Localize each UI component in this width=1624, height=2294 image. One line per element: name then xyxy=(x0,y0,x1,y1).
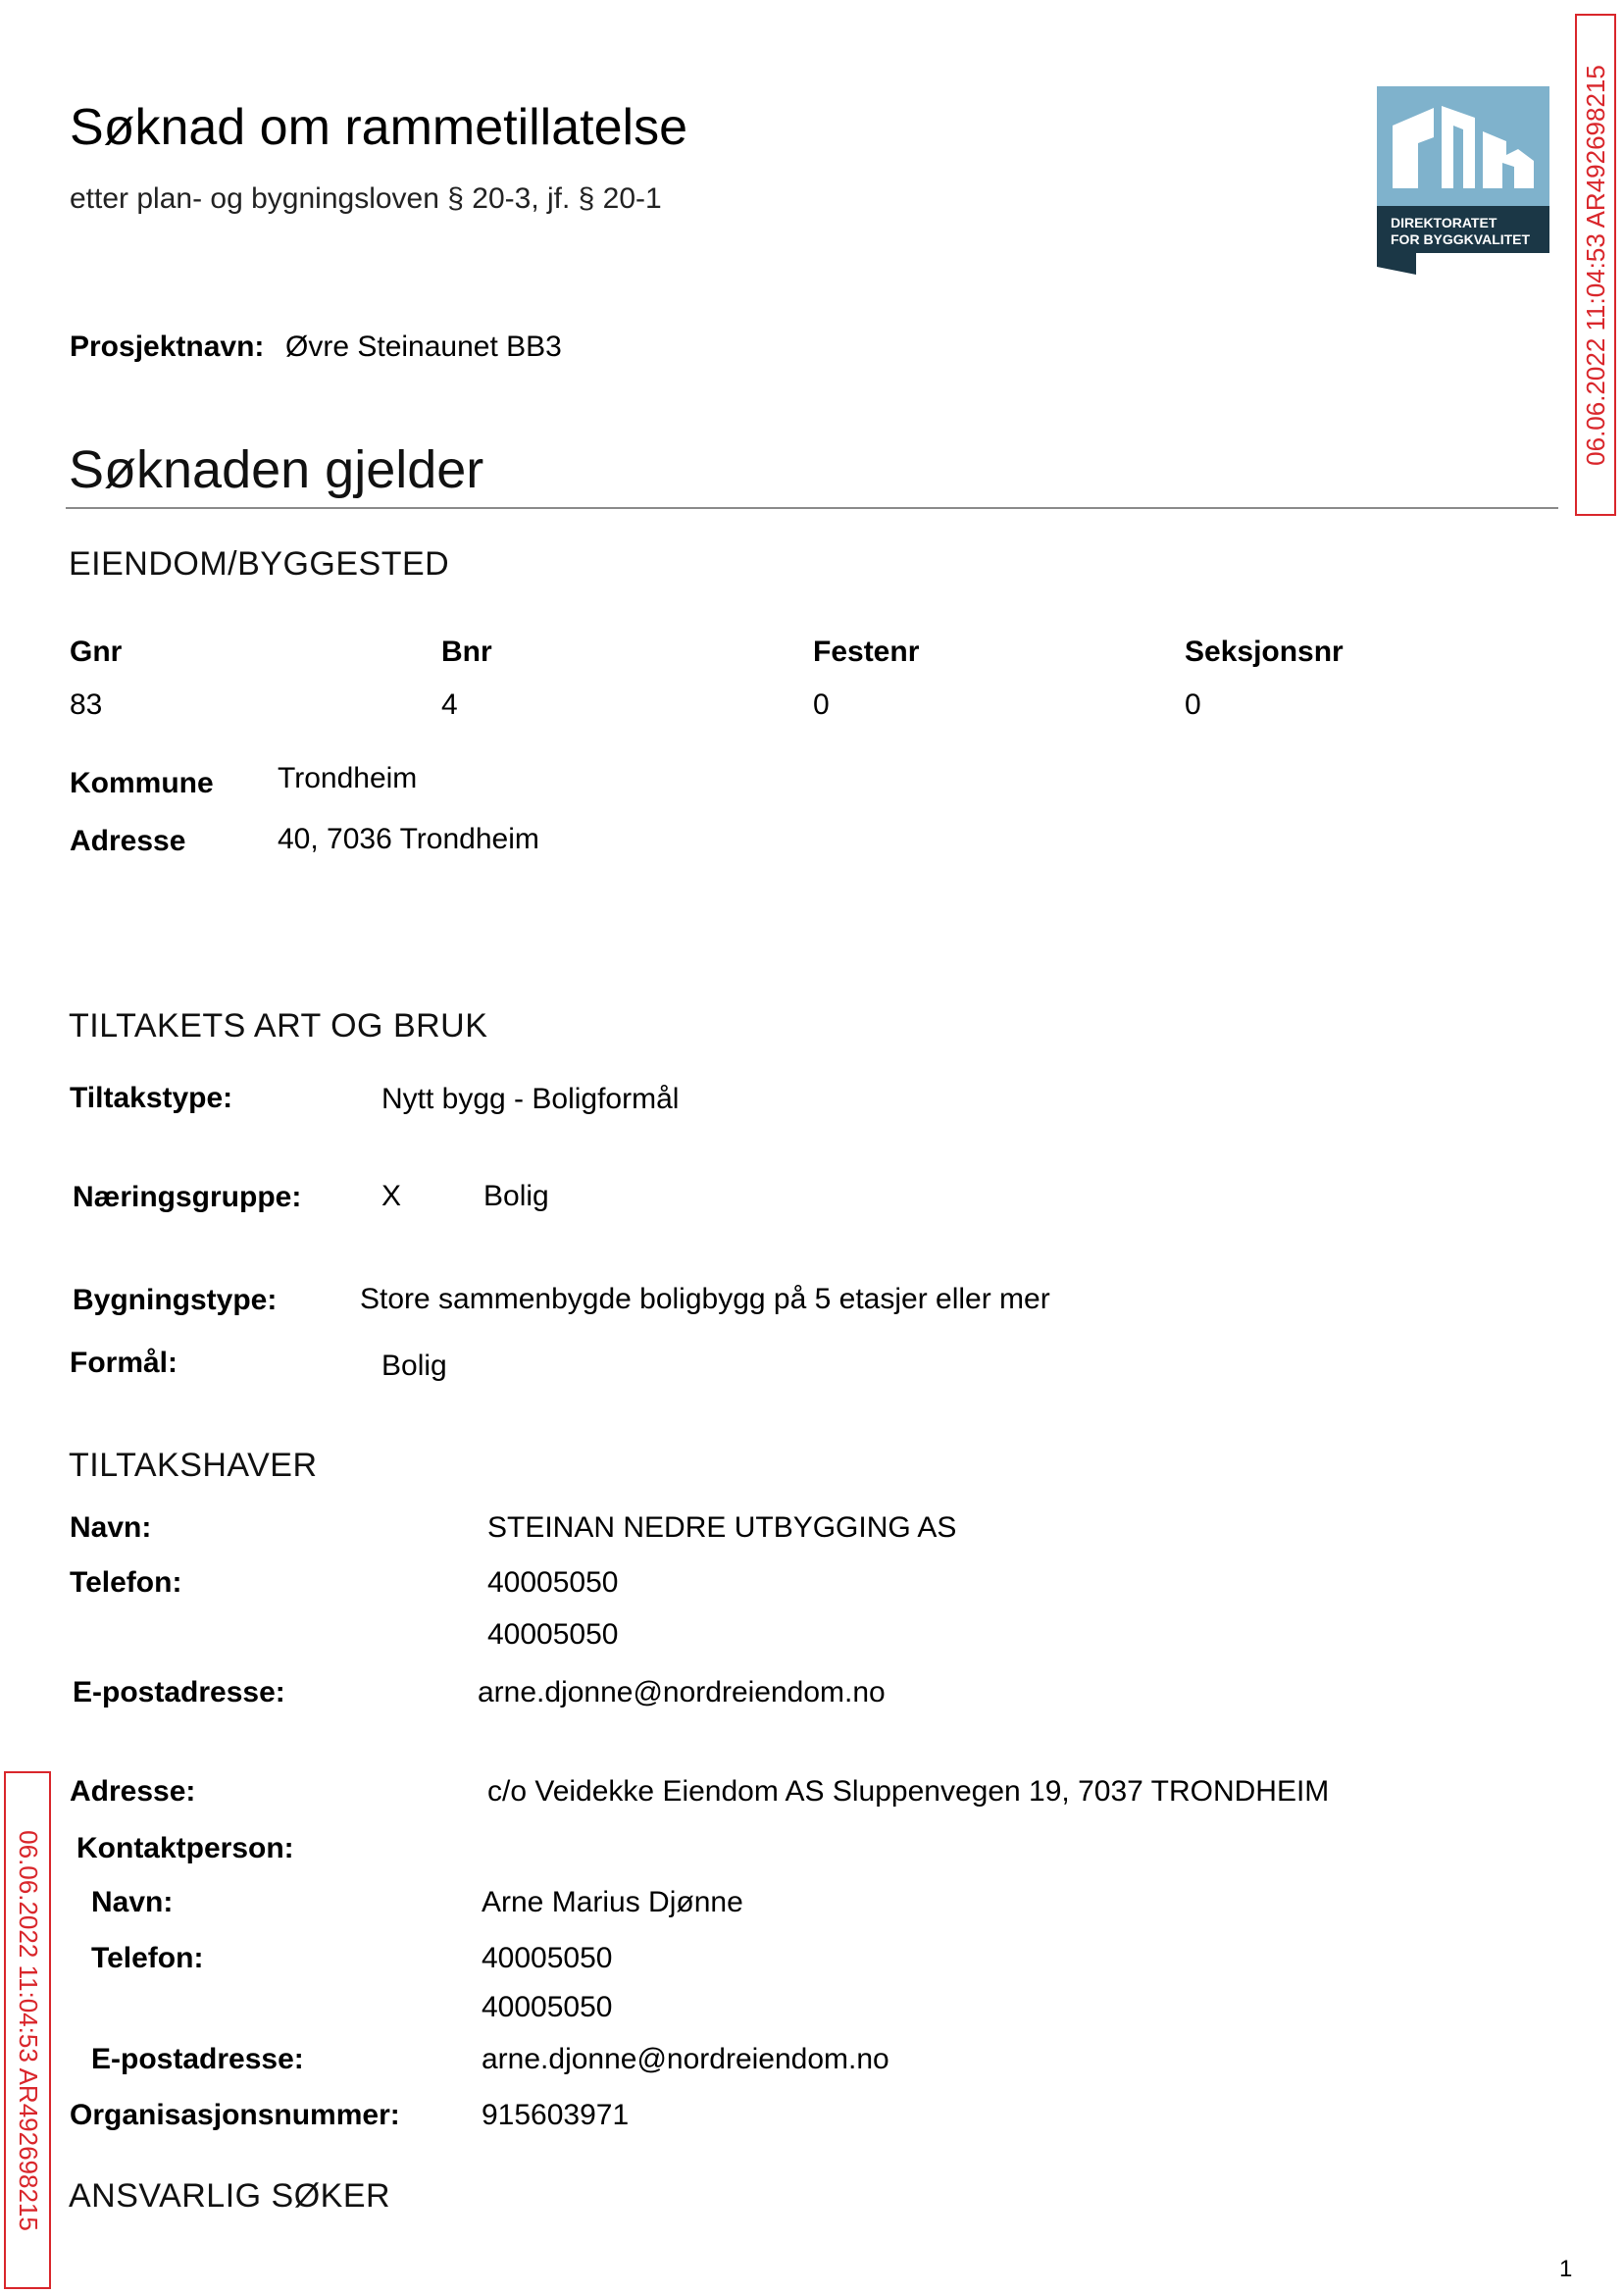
value-festenr: 0 xyxy=(813,688,830,721)
value-gnr: 83 xyxy=(70,688,103,721)
contact-email-value: arne.djonne@nordreiendom.no xyxy=(482,2043,889,2075)
logo-text-line1: DIREKTORATET xyxy=(1391,215,1497,230)
org-number-value: 915603971 xyxy=(482,2099,630,2131)
section-owner: TILTAKSHAVER xyxy=(69,1447,318,1484)
dibk-logo xyxy=(1377,86,1549,275)
contact-phone-label: Telefon: xyxy=(91,1942,204,1974)
heading-rule xyxy=(66,507,1558,509)
owner-address-label: Adresse: xyxy=(70,1775,196,1808)
section-property: EIENDOM/BYGGESTED xyxy=(69,545,450,583)
contact-name-value: Arne Marius Djønne xyxy=(482,1886,743,1918)
page-number: 1 xyxy=(1559,2256,1573,2282)
measure-type-value: Nytt bygg - Boligformål xyxy=(381,1083,680,1115)
contact-person-label: Kontaktperson: xyxy=(76,1832,294,1864)
owner-name-value: STEINAN NEDRE UTBYGGING AS xyxy=(487,1511,957,1544)
industry-value: Bolig xyxy=(483,1180,549,1212)
column-gnr: Gnr xyxy=(70,636,123,668)
building-type-label: Bygningstype: xyxy=(73,1284,278,1316)
industry-label: Næringsgruppe: xyxy=(73,1181,302,1213)
section-measure: TILTAKETS ART OG BRUK xyxy=(69,1007,488,1045)
owner-phone-value-1: 40005050 xyxy=(487,1566,619,1599)
document-subtitle: etter plan- og bygningsloven § 20-3, jf. § 20-1 xyxy=(70,182,662,215)
logo-text-line2: FOR BYGGKVALITET xyxy=(1391,231,1531,247)
address-label: Adresse xyxy=(70,825,186,857)
contact-name-label: Navn: xyxy=(91,1886,174,1918)
column-bnr: Bnr xyxy=(441,636,492,668)
owner-email-value: arne.djonne@nordreiendom.no xyxy=(478,1676,886,1708)
owner-name-label: Navn: xyxy=(70,1511,152,1544)
value-bnr: 4 xyxy=(441,688,458,721)
owner-phone-value-2: 40005050 xyxy=(487,1618,619,1651)
purpose-label: Formål: xyxy=(70,1347,178,1379)
municipality-label: Kommune xyxy=(70,767,214,799)
section-applicant: ANSVARLIG SØKER xyxy=(69,2177,391,2215)
timestamp-stamp-left xyxy=(4,1771,51,2289)
measure-type-label: Tiltakstype: xyxy=(70,1082,233,1114)
contact-phone-value-2: 40005050 xyxy=(482,1991,613,2023)
timestamp-stamp-top xyxy=(1575,14,1616,516)
stamp-text: 06.06.2022 11:04:53 AR492698215 xyxy=(13,1829,43,2231)
stamp-text: 06.06.2022 11:04:53 AR492698215 xyxy=(1580,64,1610,466)
municipality-value: Trondheim xyxy=(278,762,418,794)
address-value: 40, 7036 Trondheim xyxy=(278,823,539,855)
contact-email-label: E-postadresse: xyxy=(91,2043,304,2075)
org-number-label: Organisasjonsnummer: xyxy=(70,2099,400,2131)
project-name-label: Prosjektnavn: xyxy=(70,331,265,363)
project-name-value: Øvre Steinaunet BB3 xyxy=(285,331,562,363)
purpose-value: Bolig xyxy=(381,1350,447,1382)
column-seksjonsnr: Seksjonsnr xyxy=(1185,636,1344,668)
owner-email-label: E-postadresse: xyxy=(73,1676,285,1708)
industry-code: X xyxy=(381,1180,402,1212)
section-heading-applies: Søknaden gjelder xyxy=(69,440,484,499)
building-type-value: Store sammenbygde boligbygg på 5 etasjer eller mer xyxy=(360,1283,1050,1315)
value-seksjonsnr: 0 xyxy=(1185,688,1201,721)
owner-address-value: c/o Veidekke Eiendom AS Sluppenvegen 19, 7037 TRONDHEIM xyxy=(487,1775,1330,1808)
contact-phone-value-1: 40005050 xyxy=(482,1942,613,1974)
document-title: Søknad om rammetillatelse xyxy=(70,99,687,156)
column-festenr: Festenr xyxy=(813,636,920,668)
owner-phone-label: Telefon: xyxy=(70,1566,182,1599)
